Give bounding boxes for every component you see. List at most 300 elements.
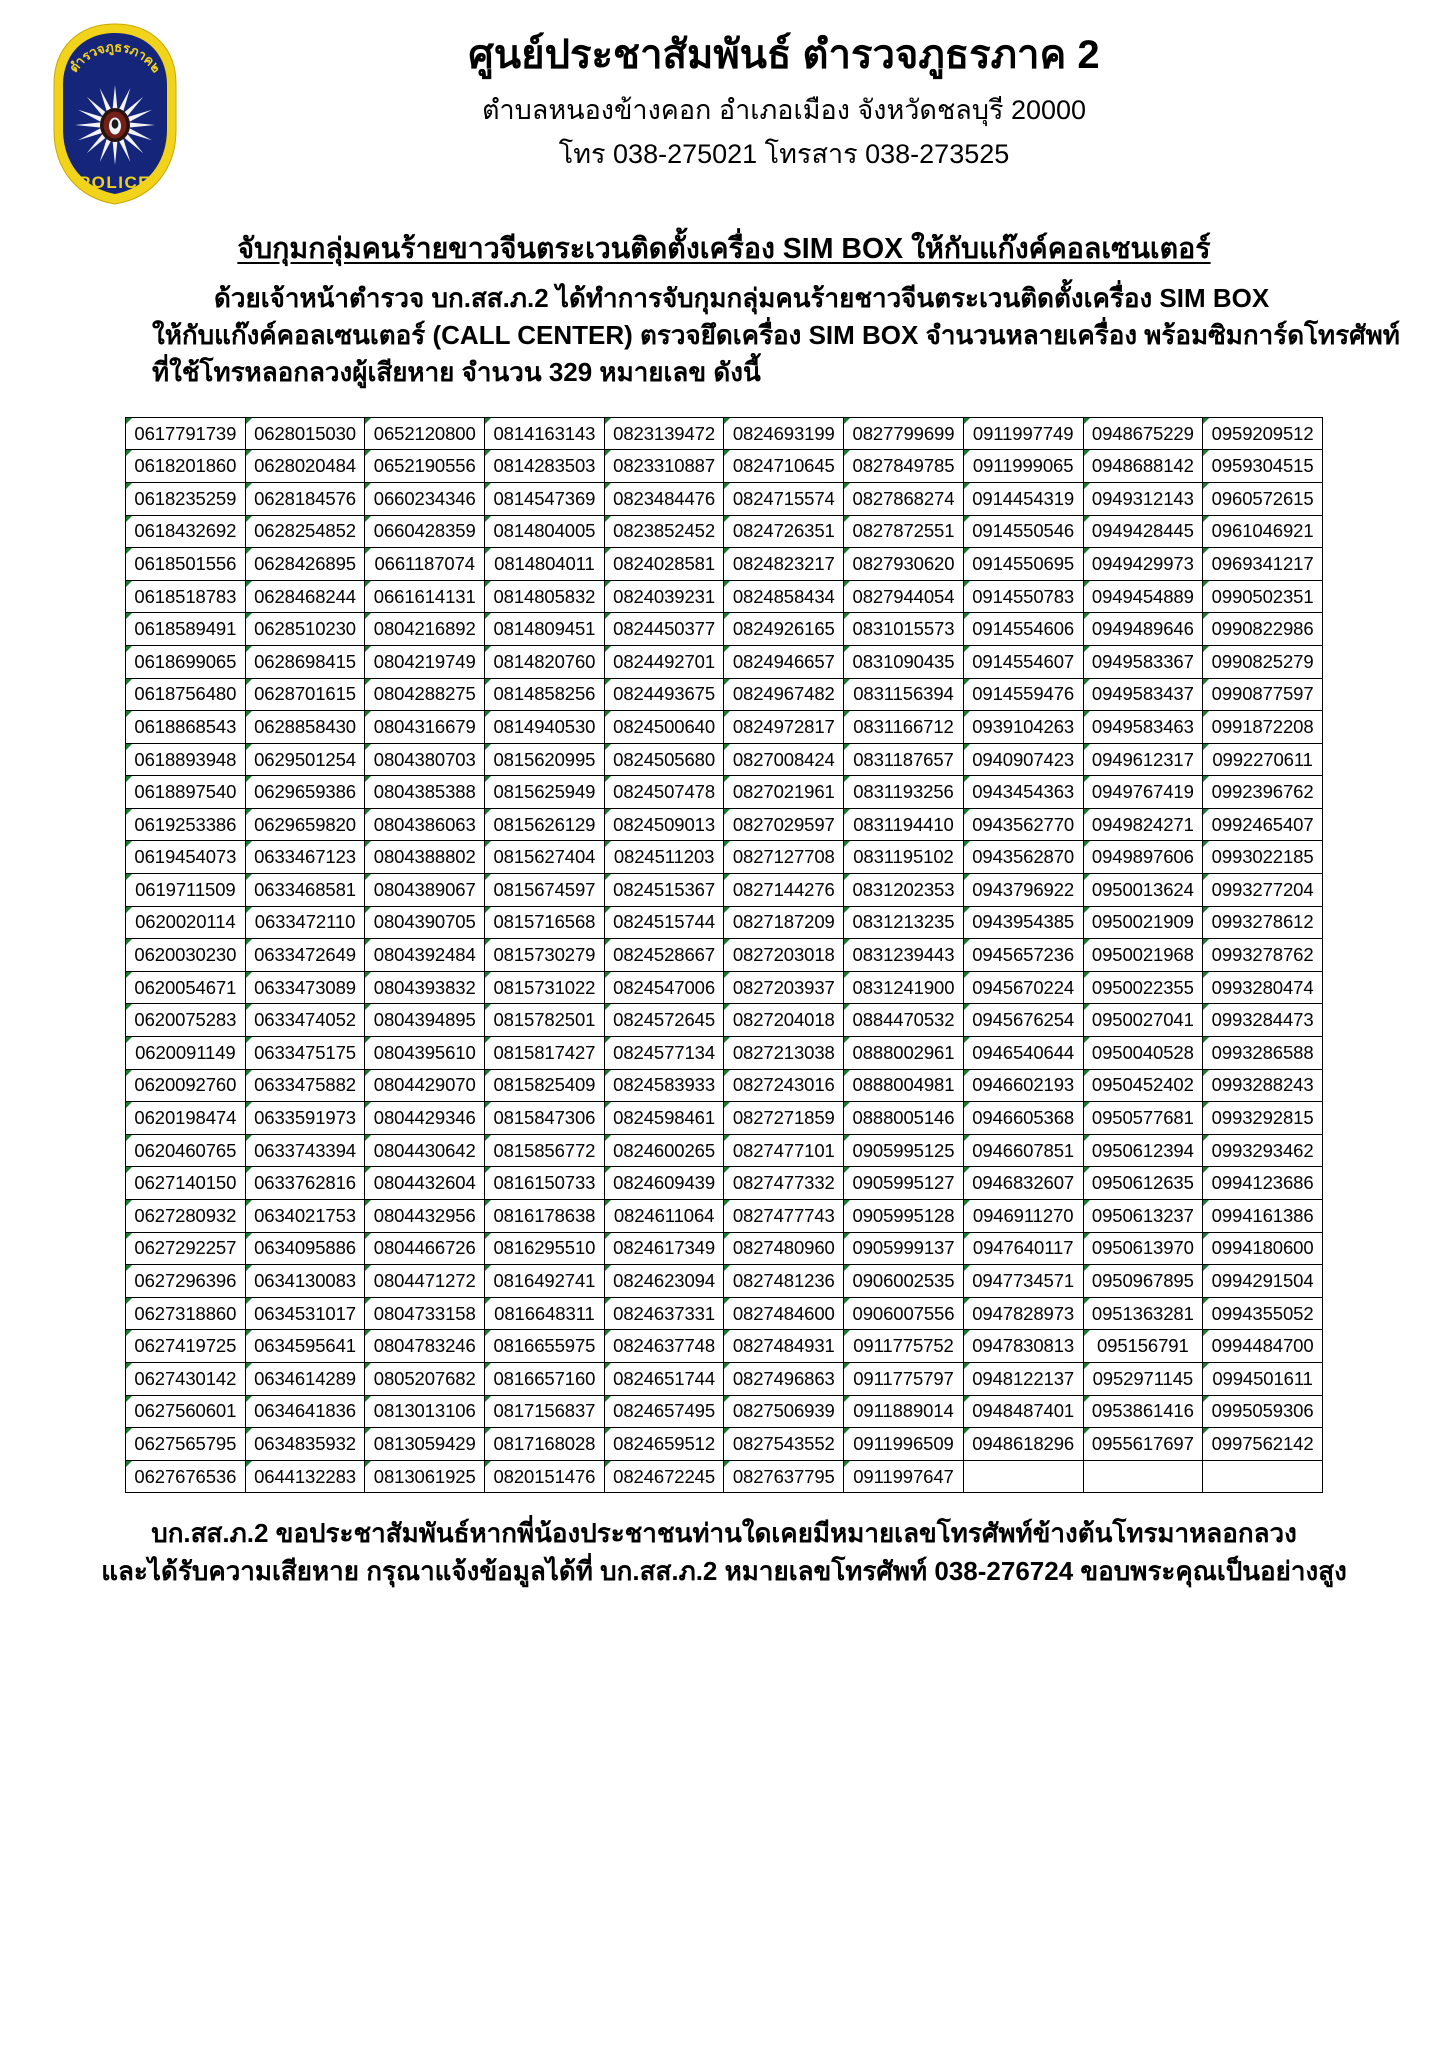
phone-number-cell: 0993280474 <box>1203 971 1323 1004</box>
phone-number-cell: 0618501556 <box>126 548 246 581</box>
phone-number-cell: 0914554607 <box>963 645 1083 678</box>
phone-number-cell: 0619711509 <box>126 874 246 907</box>
phone-number-cell: 0945657236 <box>963 939 1083 972</box>
phone-number-cell: 0993277204 <box>1203 874 1323 907</box>
phone-number-cell: 0911775752 <box>844 1330 964 1363</box>
phone-number-cell: 0814547369 <box>485 482 605 515</box>
table-row <box>126 808 1323 841</box>
phone-number-cell: 0940907423 <box>963 743 1083 776</box>
phone-number-cell: 0804466726 <box>365 1232 485 1265</box>
phone-number-cell: 0946832607 <box>963 1167 1083 1200</box>
phone-number-cell: 0824509013 <box>604 808 724 841</box>
phone-number-cell: 0804389067 <box>365 874 485 907</box>
phone-number-cell: 0815674597 <box>485 874 605 907</box>
table-row <box>126 417 1323 450</box>
phone-number-cell: 0827849785 <box>844 450 964 483</box>
table-row <box>126 645 1323 678</box>
phone-number-cell: 0804395610 <box>365 1037 485 1070</box>
phone-number-cell: 0905995125 <box>844 1134 964 1167</box>
phone-number-cell: 0824693199 <box>724 417 844 450</box>
phone-number-cell: 0824609439 <box>604 1167 724 1200</box>
phone-number-cell: 0816150733 <box>485 1167 605 1200</box>
phone-number-cell: 0627560601 <box>126 1395 246 1428</box>
phone-number-cell: 0628858430 <box>245 711 365 744</box>
phone-number-cell: 0827637795 <box>724 1460 844 1493</box>
phone-number-cell: 0991872208 <box>1203 711 1323 744</box>
phone-number-cell: 0820151476 <box>485 1460 605 1493</box>
phone-number-cell: 0831156394 <box>844 678 964 711</box>
phone-number-cell: 0969341217 <box>1203 548 1323 581</box>
table-row <box>126 841 1323 874</box>
phone-number-cell: 0952971145 <box>1083 1362 1203 1395</box>
phone-number-cell: 0804783246 <box>365 1330 485 1363</box>
phone-number-cell: 0950013624 <box>1083 874 1203 907</box>
phone-number-cell: 0824500640 <box>604 711 724 744</box>
phone-number-cell: 0945676254 <box>963 1004 1083 1037</box>
phone-number-cell: 0620460765 <box>126 1134 246 1167</box>
phone-number-cell: 0815856772 <box>485 1134 605 1167</box>
phone-number-cell: 0661187074 <box>365 548 485 581</box>
phone-number-cell: 0617791739 <box>126 417 246 450</box>
phone-number-cell: 0804429070 <box>365 1069 485 1102</box>
phone-number-cell: 0824611064 <box>604 1200 724 1233</box>
phone-number-cell: 0627140150 <box>126 1167 246 1200</box>
phone-number-cell: 0634641836 <box>245 1395 365 1428</box>
body-line-1: ด้วยเจ้าหน้าตำรวจ บก.สส.ภ.2 ได้ทำการจับกุมกลุ่มคนร้ายชาวจีนตระเวนติดตั้งเครื่อง SIM BOX <box>214 283 1270 314</box>
phone-number-cell: 0827271859 <box>724 1102 844 1135</box>
phone-number-cell: 0814805832 <box>485 580 605 613</box>
phone-number-cell: 0994123686 <box>1203 1167 1323 1200</box>
phone-number-cell: 0634095886 <box>245 1232 365 1265</box>
phone-number-cell: 0824651744 <box>604 1362 724 1395</box>
phone-number-cell: 0618897540 <box>126 776 246 809</box>
phone-number-cell: 0827480960 <box>724 1232 844 1265</box>
phone-number-cell: 0914454319 <box>963 482 1083 515</box>
phone-number-cell: 0824598461 <box>604 1102 724 1135</box>
table-row <box>126 482 1323 515</box>
phone-number-cell: 0628254852 <box>245 515 365 548</box>
table-row <box>126 548 1323 581</box>
table-row <box>126 678 1323 711</box>
svg-text:ตำรวจภูธรภาค๒: ตำรวจภูธรภาค๒ <box>66 40 164 76</box>
phone-number-cell: 0633591973 <box>245 1102 365 1135</box>
phone-number-cell: 0620092760 <box>126 1069 246 1102</box>
phone-number-cell: 0905995128 <box>844 1200 964 1233</box>
phone-number-cell: 0827203018 <box>724 939 844 972</box>
phone-number-cell: 0949583367 <box>1083 645 1203 678</box>
table-row <box>126 1167 1323 1200</box>
phone-number-cell: 0950577681 <box>1083 1102 1203 1135</box>
phone-number-cell: 0827008424 <box>724 743 844 776</box>
table-row <box>126 1297 1323 1330</box>
phone-number-cell: 0914559476 <box>963 678 1083 711</box>
phone-number-cell: 0950021968 <box>1083 939 1203 972</box>
phone-number-cell: 0955617697 <box>1083 1428 1203 1461</box>
phone-number-cell: 0824710645 <box>724 450 844 483</box>
phone-number-cell: 0947828973 <box>963 1297 1083 1330</box>
phone-number-cell: 0824583933 <box>604 1069 724 1102</box>
phone-number-cell: 0827944054 <box>844 580 964 613</box>
table-row <box>126 1460 1323 1493</box>
table-row <box>126 1265 1323 1298</box>
phone-number-cell: 0633473089 <box>245 971 365 1004</box>
phone-number-cell: 0946602193 <box>963 1069 1083 1102</box>
phone-number-cell: 0824493675 <box>604 678 724 711</box>
phone-number-cell: 0634614289 <box>245 1362 365 1395</box>
phone-number-cell: 0827144276 <box>724 874 844 907</box>
phone-number-cell: 0947734571 <box>963 1265 1083 1298</box>
phone-number-cell: 0824972817 <box>724 711 844 744</box>
phone-number-cell: 0943562770 <box>963 808 1083 841</box>
phone-number-cell: 0993022185 <box>1203 841 1323 874</box>
phone-number-cell: 0949454889 <box>1083 580 1203 613</box>
phone-number-cell: 0949897606 <box>1083 841 1203 874</box>
phone-number-cell: 0619253386 <box>126 808 246 841</box>
phone-number-cell: 0884470532 <box>844 1004 964 1037</box>
phone-number-cell: 0994501611 <box>1203 1362 1323 1395</box>
phone-number-cell: 0661614131 <box>365 580 485 613</box>
phone-number-cell: 0628426895 <box>245 548 365 581</box>
phone-number-cell: 0824617349 <box>604 1232 724 1265</box>
phone-number-cell: 0911889014 <box>844 1395 964 1428</box>
phone-number-cell: 0824572645 <box>604 1004 724 1037</box>
phone-number-cell: 0618432692 <box>126 515 246 548</box>
phone-number-cell: 0824637331 <box>604 1297 724 1330</box>
phone-number-cell: 0990822986 <box>1203 613 1323 646</box>
phone-number-cell: 0628701615 <box>245 678 365 711</box>
phone-number-cell: 0914554606 <box>963 613 1083 646</box>
table-row <box>126 613 1323 646</box>
phone-number-cell: 0817156837 <box>485 1395 605 1428</box>
organization-phone-line: โทร 038-275021 โทรสาร 038-273525 <box>558 139 1010 170</box>
table-row <box>126 906 1323 939</box>
phone-number-cell: 0660234346 <box>365 482 485 515</box>
phone-number-cell: 0827187209 <box>724 906 844 939</box>
table-row <box>126 1232 1323 1265</box>
phone-number-cell: 0804394895 <box>365 1004 485 1037</box>
phone-number-cell: 0824450377 <box>604 613 724 646</box>
phone-number-cell: 0831166712 <box>844 711 964 744</box>
phone-number-cell: 0627565795 <box>126 1428 246 1461</box>
phone-number-cell: 0959304515 <box>1203 450 1323 483</box>
phone-number-cell: 0827477101 <box>724 1134 844 1167</box>
document-footer <box>0 1515 1448 1590</box>
phone-number-cell: 0633468581 <box>245 874 365 907</box>
phone-number-cell: 0827021961 <box>724 776 844 809</box>
body-line-3: ที่ใช้โทรหลอกลวงผู้เสียหาย จำนวน 329 หมายเลข ดังนี้ <box>152 356 761 387</box>
phone-number-cell: 0827484600 <box>724 1297 844 1330</box>
phone-number-cell: 0993292815 <box>1203 1102 1323 1135</box>
phone-number-cell: 0618756480 <box>126 678 246 711</box>
table-row <box>126 874 1323 907</box>
phone-number-cell: 0804733158 <box>365 1297 485 1330</box>
table-row <box>126 1069 1323 1102</box>
phone-number-cell: 0804429346 <box>365 1102 485 1135</box>
phone-number-cell: 0628510230 <box>245 613 365 646</box>
phone-number-cell: 0943796922 <box>963 874 1083 907</box>
phone-number-cell: 0804432604 <box>365 1167 485 1200</box>
document-header <box>0 0 1448 205</box>
phone-number-cell: 0946607851 <box>963 1134 1083 1167</box>
phone-number-cell: 0823484476 <box>604 482 724 515</box>
phone-number-cell: 0804430642 <box>365 1134 485 1167</box>
empty-cell <box>1203 1460 1323 1493</box>
phone-number-cell: 0824946657 <box>724 645 844 678</box>
phone-number-cell: 0831213235 <box>844 906 964 939</box>
phone-number-cell: 0950452402 <box>1083 1069 1203 1102</box>
phone-number-cell: 0824507478 <box>604 776 724 809</box>
phone-number-cell: 0620198474 <box>126 1102 246 1135</box>
phone-number-cell: 0948688142 <box>1083 450 1203 483</box>
phone-number-cell: 0950613237 <box>1083 1200 1203 1233</box>
table-row <box>126 1004 1323 1037</box>
phone-number-cell: 0627292257 <box>126 1232 246 1265</box>
phone-number-cell: 0814820760 <box>485 645 605 678</box>
phone-number-cell: 0824715574 <box>724 482 844 515</box>
table-row <box>126 1200 1323 1233</box>
svg-text:POLICE: POLICE <box>78 173 152 192</box>
phone-number-cell: 0824492701 <box>604 645 724 678</box>
phone-number-cell: 0827481236 <box>724 1265 844 1298</box>
phone-number-cell: 0814858256 <box>485 678 605 711</box>
phone-number-cell: 0620091149 <box>126 1037 246 1070</box>
phone-number-cell: 0948675229 <box>1083 417 1203 450</box>
phone-number-cell: 0633475882 <box>245 1069 365 1102</box>
phone-number-cell: 0815782501 <box>485 1004 605 1037</box>
phone-number-cell: 0827872551 <box>844 515 964 548</box>
phone-number-cell: 0628015030 <box>245 417 365 450</box>
phone-number-cell: 0824028581 <box>604 548 724 581</box>
phone-number-cell: 0993278612 <box>1203 906 1323 939</box>
phone-number-cell: 0618518783 <box>126 580 246 613</box>
phone-number-cell: 0993286588 <box>1203 1037 1323 1070</box>
phone-number-cell: 0816648311 <box>485 1297 605 1330</box>
phone-number-cell: 0906007556 <box>844 1297 964 1330</box>
table-row <box>126 711 1323 744</box>
phone-number-cell: 0618868543 <box>126 711 246 744</box>
phone-number-cell: 0824577134 <box>604 1037 724 1070</box>
phone-number-cell: 0824967482 <box>724 678 844 711</box>
phone-number-cell: 0629659820 <box>245 808 365 841</box>
table-row <box>126 580 1323 613</box>
phone-number-cell: 0628468244 <box>245 580 365 613</box>
phone-number-cell: 0992396762 <box>1203 776 1323 809</box>
phone-number-cell: 0618201860 <box>126 450 246 483</box>
police-crest-icon <box>40 22 190 207</box>
phone-number-cell: 0620054671 <box>126 971 246 1004</box>
phone-number-cell: 0951363281 <box>1083 1297 1203 1330</box>
phone-number-cell: 0949824271 <box>1083 808 1203 841</box>
phone-number-cell: 0804219749 <box>365 645 485 678</box>
table-row <box>126 971 1323 1004</box>
phone-number-cell: 0949583463 <box>1083 711 1203 744</box>
phone-number-cell: 0827868274 <box>844 482 964 515</box>
phone-number-cell: 0827484931 <box>724 1330 844 1363</box>
phone-number-cell: 0629659386 <box>245 776 365 809</box>
phone-number-cell: 0618235259 <box>126 482 246 515</box>
phone-number-cell: 0815825409 <box>485 1069 605 1102</box>
table-row <box>126 515 1323 548</box>
phone-number-cell: 0627280932 <box>126 1200 246 1233</box>
phone-number-cell: 0633743394 <box>245 1134 365 1167</box>
phone-number-cell: 095156791 <box>1083 1330 1203 1363</box>
phone-number-cell: 0633467123 <box>245 841 365 874</box>
phone-number-cell: 0660428359 <box>365 515 485 548</box>
phone-number-cell: 0945670224 <box>963 971 1083 1004</box>
phone-number-cell: 0994291504 <box>1203 1265 1323 1298</box>
phone-number-cell: 0906002535 <box>844 1265 964 1298</box>
phone-number-cell: 0824039231 <box>604 580 724 613</box>
phone-number-cell: 0618589491 <box>126 613 246 646</box>
phone-number-cell: 0831239443 <box>844 939 964 972</box>
phone-number-cell: 0827477332 <box>724 1167 844 1200</box>
phone-number-cell: 0620030230 <box>126 939 246 972</box>
phone-number-cell: 0997562142 <box>1203 1428 1323 1461</box>
phone-number-cell: 0824515367 <box>604 874 724 907</box>
phone-number-cell: 0911775797 <box>844 1362 964 1395</box>
phone-number-cell: 0633475175 <box>245 1037 365 1070</box>
body-line-2: ให้กับแก๊งค์คอลเซนเตอร์ (CALL CENTER) ตรวจยึดเครื่อง SIM BOX จำนวนหลายเครื่อง พร้อมซิมการ์ดโทรศัพท์ <box>152 319 1400 350</box>
phone-number-cell: 0633762816 <box>245 1167 365 1200</box>
phone-number-cell: 0824600265 <box>604 1134 724 1167</box>
phone-number-cell: 0634835932 <box>245 1428 365 1461</box>
phone-number-cell: 0827029597 <box>724 808 844 841</box>
phone-number-cell: 0824547006 <box>604 971 724 1004</box>
phone-number-cell: 0814809451 <box>485 613 605 646</box>
phone-number-cell: 0814804005 <box>485 515 605 548</box>
phone-number-cell: 0824515744 <box>604 906 724 939</box>
phone-number-cell: 0627296396 <box>126 1265 246 1298</box>
phone-number-cell: 0914550695 <box>963 548 1083 581</box>
phone-number-cell: 0827213038 <box>724 1037 844 1070</box>
phone-number-cell: 0804380703 <box>365 743 485 776</box>
table-row <box>126 1037 1323 1070</box>
phone-number-cell: 0939104263 <box>963 711 1083 744</box>
phone-number-cell: 0805207682 <box>365 1362 485 1395</box>
phone-number-cell: 0831193256 <box>844 776 964 809</box>
phone-number-cell: 0911997647 <box>844 1460 964 1493</box>
phone-number-cell: 0992465407 <box>1203 808 1323 841</box>
phone-number-cell: 0914550783 <box>963 580 1083 613</box>
organization-address: ตำบลหนองข้างคอก อำเภอเมือง จังหวัดชลบุรี 20000 <box>481 95 1087 125</box>
phone-number-cell: 0831015573 <box>844 613 964 646</box>
phone-number-cell: 0993288243 <box>1203 1069 1323 1102</box>
table-row <box>126 1330 1323 1363</box>
phone-number-cell: 0827203937 <box>724 971 844 1004</box>
organization-title: ศูนย์ประชาสัมพันธ์ ตำรวจภูธรภาค 2 <box>468 33 1100 77</box>
phone-number-cell: 0949489646 <box>1083 613 1203 646</box>
phone-number-cell: 0960572615 <box>1203 482 1323 515</box>
phone-number-cell: 0804385388 <box>365 776 485 809</box>
phone-number-cell: 0827243016 <box>724 1069 844 1102</box>
phone-number-cell: 0814940530 <box>485 711 605 744</box>
phone-number-cell: 0824623094 <box>604 1265 724 1298</box>
phone-number-cell: 0993293462 <box>1203 1134 1323 1167</box>
phone-number-cell: 0827127708 <box>724 841 844 874</box>
phone-number-cell: 0627676536 <box>126 1460 246 1493</box>
phone-number-cell: 0816492741 <box>485 1265 605 1298</box>
phone-number-cell: 0961046921 <box>1203 515 1323 548</box>
phone-number-cell: 0813061925 <box>365 1460 485 1493</box>
phone-number-cell: 0946911270 <box>963 1200 1083 1233</box>
phone-number-cell: 0815731022 <box>485 971 605 1004</box>
phone-number-cell: 0804288275 <box>365 678 485 711</box>
phone-number-cell: 0995059306 <box>1203 1395 1323 1428</box>
phone-number-cell: 0911996509 <box>844 1428 964 1461</box>
phone-number-cell: 0911999065 <box>963 450 1083 483</box>
phone-number-cell: 0948122137 <box>963 1362 1083 1395</box>
phone-number-cell: 0905995127 <box>844 1167 964 1200</box>
phone-number-cell: 0824858434 <box>724 580 844 613</box>
phone-number-cell: 0831202353 <box>844 874 964 907</box>
phone-number-cell: 0831241900 <box>844 971 964 1004</box>
phone-number-table-container <box>125 417 1323 1494</box>
phone-number-cell: 0815626129 <box>485 808 605 841</box>
phone-number-cell: 0949428445 <box>1083 515 1203 548</box>
phone-number-cell: 0634021753 <box>245 1200 365 1233</box>
phone-number-cell: 0620075283 <box>126 1004 246 1037</box>
phone-number-cell: 0994484700 <box>1203 1330 1323 1363</box>
phone-number-cell: 0652120800 <box>365 417 485 450</box>
phone-number-cell: 0644132283 <box>245 1460 365 1493</box>
phone-number-cell: 0994355052 <box>1203 1297 1323 1330</box>
phone-number-cell: 0628020484 <box>245 450 365 483</box>
phone-number-cell: 0824505680 <box>604 743 724 776</box>
phone-number-cell: 0824528667 <box>604 939 724 972</box>
phone-number-cell: 0947640117 <box>963 1232 1083 1265</box>
phone-number-cell: 0949583437 <box>1083 678 1203 711</box>
phone-number-cell: 0950612635 <box>1083 1167 1203 1200</box>
phone-number-cell: 0804390705 <box>365 906 485 939</box>
phone-number-cell: 0619454073 <box>126 841 246 874</box>
table-row <box>126 1362 1323 1395</box>
phone-number-cell: 0628184576 <box>245 482 365 515</box>
phone-number-cell: 0949767419 <box>1083 776 1203 809</box>
phone-number-cell: 0831194410 <box>844 808 964 841</box>
phone-number-cell: 0827204018 <box>724 1004 844 1037</box>
phone-number-cell: 0888004981 <box>844 1069 964 1102</box>
phone-number-cell: 0804316679 <box>365 711 485 744</box>
table-row <box>126 776 1323 809</box>
phone-number-cell: 0823852452 <box>604 515 724 548</box>
phone-number-cell: 0824511203 <box>604 841 724 874</box>
phone-number-cell: 0831195102 <box>844 841 964 874</box>
phone-number-cell: 0824659512 <box>604 1428 724 1461</box>
phone-number-cell: 0827477743 <box>724 1200 844 1233</box>
phone-number-cell: 0994180600 <box>1203 1232 1323 1265</box>
page-title: จับกุมกลุ่มคนร้ายขาวจีนตระเวนติดตั้งเครื่อง SIM BOX ให้กับแก๊งค์คอลเซนเตอร์ <box>237 233 1211 265</box>
phone-number-cell: 0824726351 <box>724 515 844 548</box>
phone-number-cell: 0949612317 <box>1083 743 1203 776</box>
phone-number-cell: 0815625949 <box>485 776 605 809</box>
phone-number-cell: 0804432956 <box>365 1200 485 1233</box>
phone-number-table-body <box>126 417 1323 1493</box>
phone-number-cell: 0813013106 <box>365 1395 485 1428</box>
phone-number-cell: 0633472649 <box>245 939 365 972</box>
phone-number-cell: 0993278762 <box>1203 939 1323 972</box>
phone-number-cell: 0824823217 <box>724 548 844 581</box>
phone-number-cell: 0620020114 <box>126 906 246 939</box>
phone-number-cell: 0816178638 <box>485 1200 605 1233</box>
phone-number-cell: 0815730279 <box>485 939 605 972</box>
phone-number-cell: 0814163143 <box>485 417 605 450</box>
phone-number-cell: 0813059429 <box>365 1428 485 1461</box>
phone-number-cell: 0634130083 <box>245 1265 365 1298</box>
phone-number-cell: 0946605368 <box>963 1102 1083 1135</box>
table-row <box>126 1134 1323 1167</box>
phone-number-cell: 0633474052 <box>245 1004 365 1037</box>
phone-number-cell: 0943454363 <box>963 776 1083 809</box>
